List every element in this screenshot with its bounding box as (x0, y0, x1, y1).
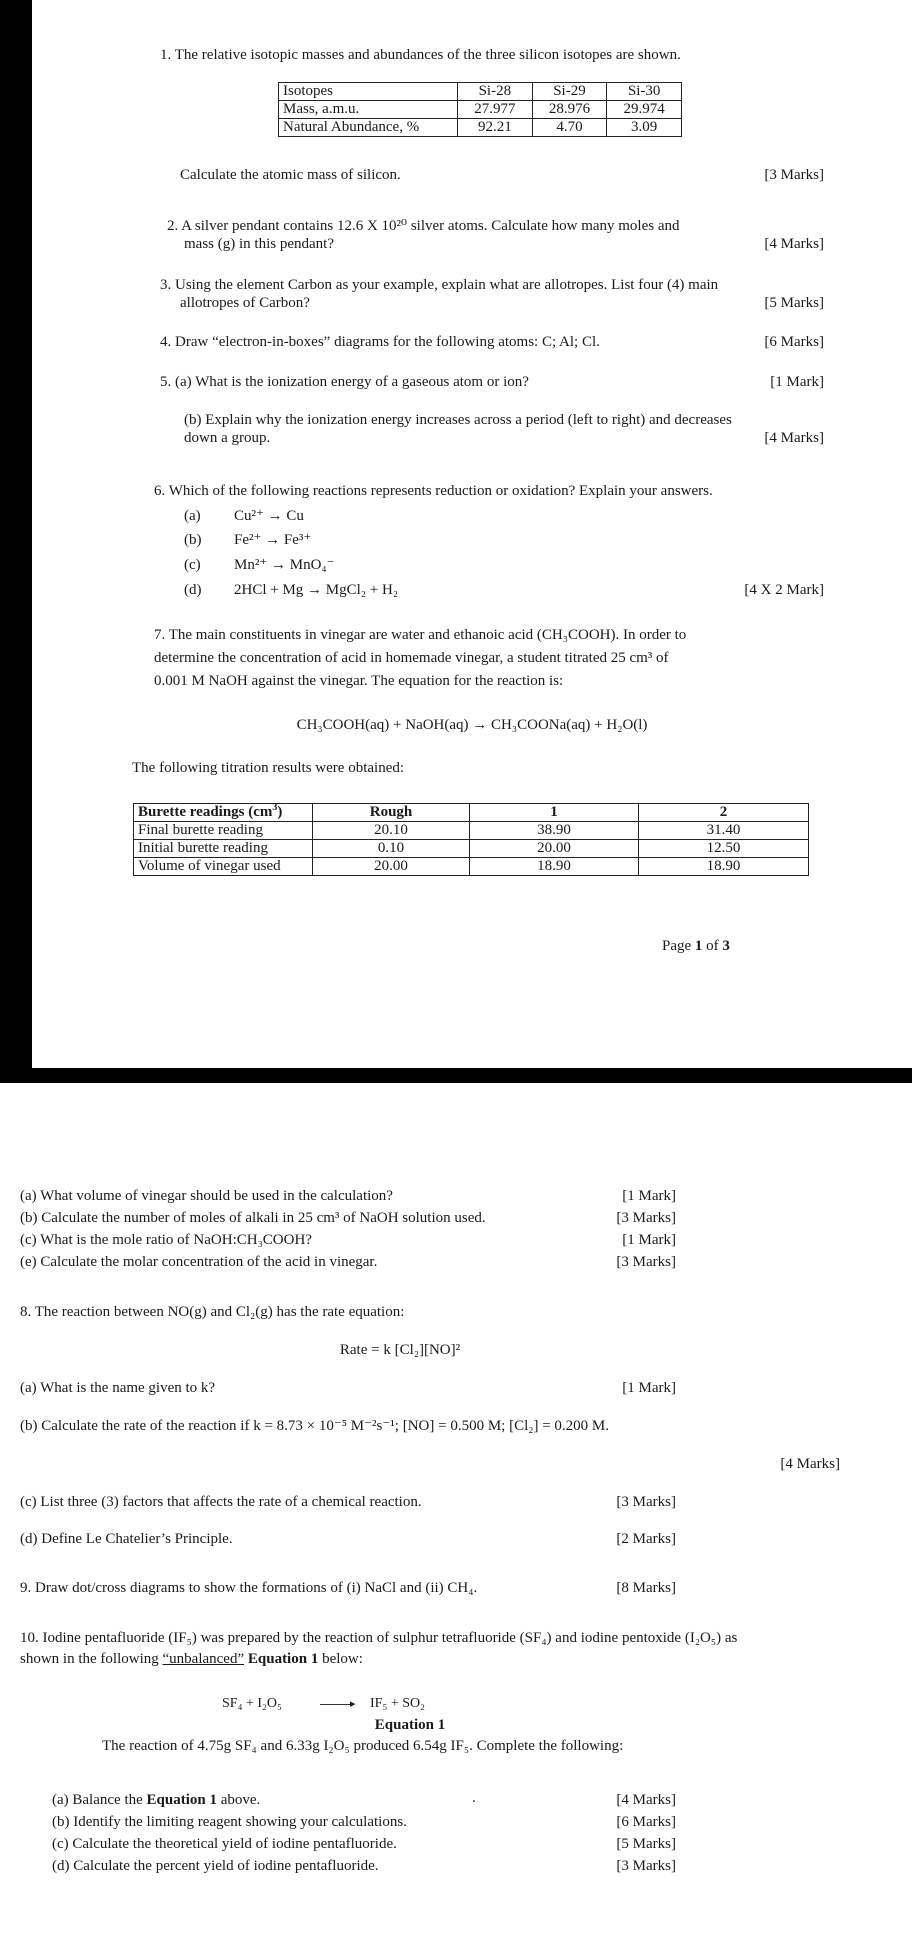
q6-eq-b: Fe²⁺ → Fe³⁺ (234, 532, 312, 548)
table-cell: 18.90 (470, 858, 639, 876)
q6-intro: 6. Which of the following reactions represents reduction or oxidation? Explain your answers. (154, 483, 713, 499)
table-cell: 29.974 (607, 101, 682, 119)
q7-line1: 7. The main constituents in vinegar are water and ethanoic acid (CH₃COOH). In order to (154, 627, 687, 643)
q7-equation: CH₃COOH(aq) + NaOH(aq) → CH₃COONa(aq) + H₂O(l) (296, 717, 648, 733)
q10b-text: (b) Identify the limiting reagent showing your calculations. (52, 1814, 407, 1830)
q10d-text: (d) Calculate the percent yield of iodine pentafluoride. (52, 1858, 379, 1874)
q2-line2: mass (g) in this pendant? (184, 236, 334, 252)
q7c-text: (c) What is the mole ratio of NaOH:CH₃COOH? (20, 1232, 312, 1248)
q10a-bold: Equation 1 (146, 1792, 217, 1808)
table-cell: 27.977 (458, 101, 533, 119)
q10d-marks: [3 Marks] (616, 1858, 676, 1874)
q10-unbalanced: “unbalanced” (162, 1651, 245, 1667)
q2-line1: 2. A silver pendant contains 12.6 X 10²⁰ silver atoms. Calculate how many moles and (167, 218, 680, 234)
q10a-post: above. (216, 1792, 261, 1808)
table-cell: 18.90 (639, 858, 809, 876)
q8-rate-equation: Rate = k [Cl₂][NO]² (339, 1342, 461, 1358)
q7b-marks: [3 Marks] (616, 1210, 676, 1226)
table-cell: 31.40 (639, 822, 809, 840)
q1-task: Calculate the atomic mass of silicon. (180, 167, 401, 183)
q6-eq-c: Mn²⁺ → MnO₄⁻ (234, 557, 335, 573)
table-cell: 3.09 (607, 119, 682, 137)
table-row (134, 840, 809, 858)
exam-page-2 (0, 1083, 912, 1935)
page-total: 3 (722, 938, 730, 954)
q6-label-c: (c) (184, 557, 201, 573)
q6-label-d: (d) (184, 582, 202, 598)
table-cell: 12.50 (639, 840, 809, 858)
q7e-marks: [3 Marks] (616, 1254, 676, 1270)
q6-label-b: (b) (184, 532, 202, 548)
q10-equation-label: Equation 1 (374, 1717, 446, 1733)
q10a-pre: (a) Balance the (52, 1792, 147, 1808)
q5a-text: 5. (a) What is the ionization energy of a gaseous atom or ion? (160, 374, 529, 390)
q4-marks: [6 Marks] (764, 334, 824, 350)
q5b-line2: down a group. (184, 430, 271, 446)
table-row (134, 804, 809, 822)
q3-line2: allotropes of Carbon? (180, 295, 310, 311)
q10-eq-right: IF₅ + SO₂ (370, 1696, 426, 1711)
q8-intro: 8. The reaction between NO(g) and Cl₂(g) has the rate equation: (20, 1304, 405, 1320)
q7a-text: (a) What volume of vinegar should be used in the calculation? (20, 1188, 393, 1204)
table-cell: Burette readings $(cm^3)$ (134, 804, 313, 822)
q10-line1: 10. Iodine pentafluoride (IF₅) was prepared by the reaction of sulphur tetrafluoride (SF₄) and iodine pentoxide (I₂O₅) as (20, 1630, 738, 1646)
q10c-text: (c) Calculate the theoretical yield of iodine pentafluoride. (52, 1836, 397, 1852)
q8d-marks: [2 Marks] (616, 1531, 676, 1547)
q5b-line1: (b) Explain why the ionization energy increases across a period (left to right) and decreases (184, 412, 732, 428)
q8b-text: (b) Calculate the rate of the reaction if k = 8.73 × 10⁻⁵ M⁻²s⁻¹; [NO] = 0.500 M; [Cl₂] = 0.200 M. (20, 1418, 610, 1434)
table-cell: Initial burette reading (134, 840, 313, 858)
table-cell: 28.976 (532, 101, 607, 119)
reaction-arrow-shaft (320, 1704, 354, 1705)
table-cell: Rough (313, 804, 470, 822)
q10-equation-ref: Equation 1 (244, 1651, 319, 1667)
table-cell: Si-28 (458, 83, 533, 101)
q10b-marks: [6 Marks] (616, 1814, 676, 1830)
table-row (134, 858, 809, 876)
page-current: 1 (694, 938, 703, 954)
q8c-marks: [3 Marks] (616, 1494, 676, 1510)
q1-marks: [3 Marks] (764, 167, 824, 183)
q5a-marks: [1 Mark] (770, 374, 824, 390)
page-footer-middle: of (702, 938, 723, 954)
q10a-dot: . (472, 1790, 476, 1806)
exam-page-1 (32, 0, 912, 1068)
q1-intro: 1. The relative isotopic masses and abundances of the three silicon isotopes are shown. (160, 47, 681, 63)
q7-line3: 0.001 M NaOH against the vinegar. The equation for the reaction is: (154, 673, 564, 689)
page-footer-prefix: Page (662, 938, 695, 954)
q10-eq-left: SF₄ + I₂O₅ (222, 1696, 282, 1711)
table-cell: Si-30 (607, 83, 682, 101)
table-cell: 0.10 (313, 840, 470, 858)
q7c-marks: [1 Mark] (622, 1232, 676, 1248)
table-row (279, 119, 682, 137)
q7a-marks: [1 Mark] (622, 1188, 676, 1204)
q9-text: 9. Draw dot/cross diagrams to show the formations of (i) NaCl and (ii) CH₄. (20, 1580, 478, 1596)
q6-label-a: (a) (184, 508, 201, 524)
table-cell: 20.00 (313, 858, 470, 876)
table-row (279, 101, 682, 119)
q7e-text: (e) Calculate the molar concentration of the acid in vinegar. (20, 1254, 378, 1270)
q10-reaction: The reaction of 4.75g SF₄ and 6.33g I₂O₅ produced 6.54g IF₅. Complete the following: (102, 1738, 624, 1754)
q6-marks: [4 X 2 Mark] (744, 582, 824, 598)
q10a-text (52, 1791, 260, 1809)
q2-marks: [4 Marks] (764, 236, 824, 252)
table-cell: 38.90 (470, 822, 639, 840)
q7-line2: determine the concentration of acid in homemade vinegar, a student titrated 25 cm³ of (154, 650, 669, 666)
q6-eq-d: 2HCl + Mg → MgCl₂ + H₂ (234, 582, 399, 598)
q10-line2 (20, 1650, 363, 1668)
q6-eq-a: Cu²⁺ → Cu (234, 508, 304, 524)
table-cell: Isotopes (279, 83, 458, 101)
q8d-text: (d) Define Le Chatelier’s Principle. (20, 1531, 233, 1547)
table-row (134, 822, 809, 840)
q5b-marks: [4 Marks] (764, 430, 824, 446)
q8b-marks: [4 Marks] (780, 1456, 840, 1472)
table-cell: 92.21 (458, 119, 533, 137)
table-cell: Natural Abundance, % (279, 119, 458, 137)
page-footer (662, 937, 730, 955)
q8c-text: (c) List three (3) factors that affects the rate of a chemical reaction. (20, 1494, 422, 1510)
q10-line2-post: below: (318, 1651, 363, 1667)
table-row (279, 83, 682, 101)
q10c-marks: [5 Marks] (616, 1836, 676, 1852)
table-cell: 20.10 (313, 822, 470, 840)
reaction-arrow-icon: ▸ (350, 1698, 356, 1710)
q8a-marks: [1 Mark] (622, 1380, 676, 1396)
q4-text: 4. Draw “electron-in-boxes” diagrams for the following atoms: C; Al; Cl. (160, 334, 600, 350)
table-cell: Mass, a.m.u. (279, 101, 458, 119)
q10-line2-pre: shown in the following (20, 1651, 163, 1667)
isotope-table (278, 82, 682, 137)
q7b-text: (b) Calculate the number of moles of alkali in 25 cm³ of NaOH solution used. (20, 1210, 486, 1226)
table-cell: Si-29 (532, 83, 607, 101)
q7-results-intro: The following titration results were obtained: (132, 760, 405, 776)
table-cell: 4.70 (532, 119, 607, 137)
q10a-marks: [4 Marks] (616, 1792, 676, 1808)
q9-marks: [8 Marks] (616, 1580, 676, 1596)
q8a-text: (a) What is the name given to k? (20, 1380, 216, 1396)
table-cell: 1 (470, 804, 639, 822)
titration-table (133, 803, 809, 876)
table-cell: Volume of vinegar used (134, 858, 313, 876)
table-cell: 20.00 (470, 840, 639, 858)
table-cell: 2 (639, 804, 809, 822)
q3-line1: 3. Using the element Carbon as your example, explain what are allotropes. List four (4) main (160, 277, 719, 293)
table-cell: Final burette reading (134, 822, 313, 840)
q3-marks: [5 Marks] (764, 295, 824, 311)
